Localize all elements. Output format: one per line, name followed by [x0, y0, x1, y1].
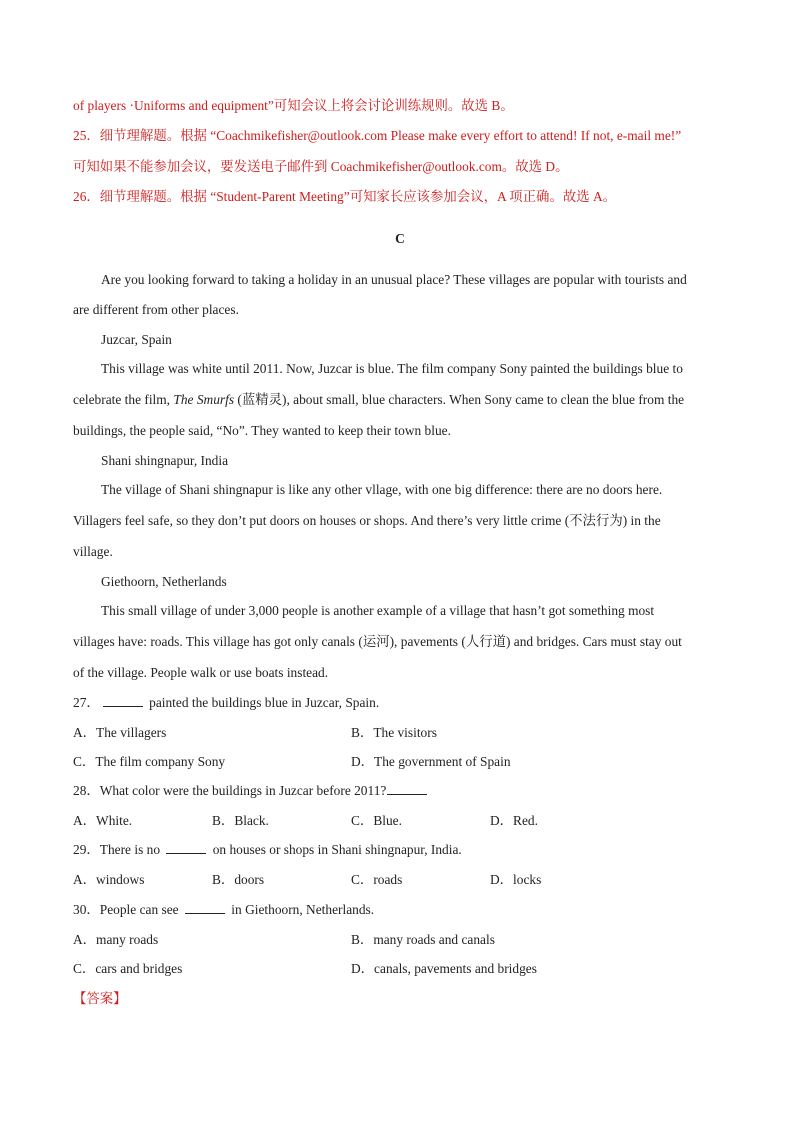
q30-option-b: B．many roads and canals — [351, 932, 495, 947]
q28-option-a: A．White. — [73, 813, 133, 828]
passage-p3-line-1: This small village of under 3,000 people is another example of a village that hasn’t got something most — [101, 603, 655, 618]
explanation-line-1: of players ·Uniforms and equipment”可知会议上将会讨论训练规则。故选 B。 — [73, 98, 514, 113]
q27-number: 27． — [73, 695, 100, 710]
q27-text: painted the buildings blue in Juzcar, Spain. — [145, 695, 380, 710]
passage-p2-line-2: Villagers feel safe, so they don’t put doors on houses or shops. And there’s very little crime (不法行为) in the — [73, 513, 661, 528]
question-30 — [73, 901, 374, 919]
q29-option-d: D．locks — [490, 872, 542, 887]
place-heading-giethoorn: Giethoorn, Netherlands — [101, 574, 227, 589]
passage-p1-line-3: buildings, the people said, “No”. They wanted to keep their town blue. — [73, 423, 451, 438]
answer-label: 【答案】 — [73, 991, 127, 1006]
q29-option-b: B．doors — [212, 872, 265, 887]
passage-intro-line-2: are different from other places. — [73, 302, 239, 317]
q30-option-d: D．canals, pavements and bridges — [351, 961, 537, 976]
explanation-line-4: 26．细节理解题。根据 “Student-Parent Meeting”可知家长应该参加会议，A 项正确。故选 A。 — [73, 189, 617, 204]
p1-l2-start: celebrate the film, — [73, 392, 174, 407]
q29-option-a: A．windows — [73, 872, 145, 887]
question-28 — [73, 782, 430, 800]
q28-text: 28．What color were the buildings in Juzcar before 2011? — [73, 783, 387, 798]
explanation-line-3: 可知如果不能参加会议，要发送电子邮件到 Coachmikefisher@outlook.com。故选 D。 — [73, 159, 569, 174]
answer-blank — [166, 841, 206, 854]
q30-text-end: in Giethoorn, Netherlands. — [227, 902, 375, 917]
q30-text-start: 30．People can see — [73, 902, 182, 917]
place-heading-shani: Shani shingnapur, India — [101, 453, 229, 468]
q30-option-a: A．many roads — [73, 932, 159, 947]
section-title: C — [395, 231, 405, 246]
q28-option-b: B．Black. — [212, 813, 269, 828]
q29-option-c: C．roads — [351, 872, 403, 887]
answer-blank — [103, 694, 143, 707]
film-title: The Smurfs — [173, 392, 235, 407]
q30-option-c: C．cars and bridges — [73, 961, 183, 976]
q29-text-start: 29．There is no — [73, 842, 164, 857]
q27-option-a: A．The villagers — [73, 725, 167, 740]
question-29 — [73, 841, 462, 859]
place-heading-juzcar: Juzcar, Spain — [101, 332, 172, 347]
q28-option-c: C．Blue. — [351, 813, 402, 828]
question-27 — [73, 694, 379, 712]
answer-blank — [387, 782, 427, 795]
passage-p1-line-2 — [73, 391, 684, 409]
q27-option-d: D．The government of Spain — [351, 754, 511, 769]
explanation-line-2: 25．细节理解题。根据 “Coachmikefisher@outlook.com Please make every effort to attend! If not, e-mail me!” — [73, 128, 682, 143]
passage-p3-line-3: of the village. People walk or use boats instead. — [73, 665, 329, 680]
passage-p1-line-1: This village was white until 2011. Now, Juzcar is blue. The film company Sony painted the buildings blue to — [101, 361, 683, 376]
q27-option-c: C．The film company Sony — [73, 754, 226, 769]
q27-option-b: B．The visitors — [351, 725, 437, 740]
p1-l2-end: (蓝精灵), about small, blue characters. When Sony came to clean the blue from the — [234, 392, 685, 407]
passage-intro-line-1: Are you looking forward to taking a holiday in an unusual place? These villages are popular with tourists and — [101, 272, 687, 287]
answer-blank — [185, 901, 225, 914]
q28-option-d: D．Red. — [490, 813, 538, 828]
passage-p2-line-3: village. — [73, 544, 113, 559]
q29-text-end: on houses or shops in Shani shingnapur, India. — [209, 842, 462, 857]
passage-p2-line-1: The village of Shani shingnapur is like any other vllage, with one big difference: there are no doors here. — [101, 482, 663, 497]
passage-p3-line-2: villages have: roads. This village has got only canals (运河), pavements (人行道) and bridges. Cars must stay out — [73, 634, 682, 649]
